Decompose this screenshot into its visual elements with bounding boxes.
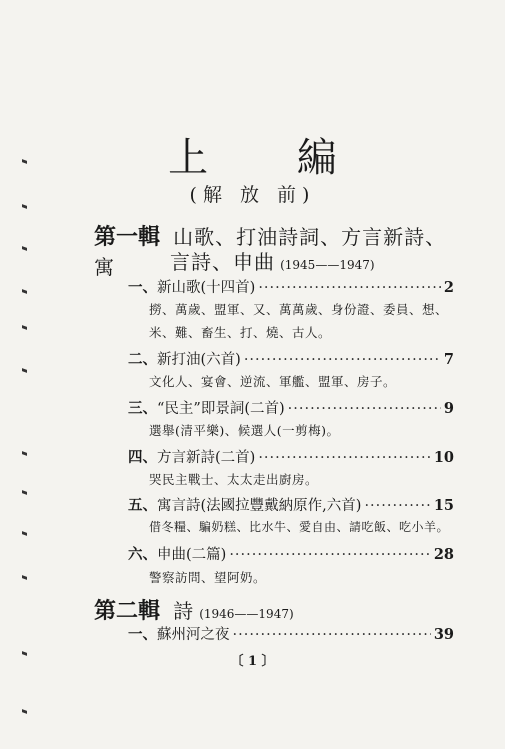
page-subtitle: (解 放 前) xyxy=(189,184,316,206)
entry-page: 28 xyxy=(433,546,454,563)
entry-title: 蘇州河之夜 xyxy=(157,627,230,643)
entry-page: 7 xyxy=(443,351,454,368)
toc-entry[interactable] xyxy=(128,276,454,297)
entry-number: 二、 xyxy=(128,351,157,368)
section-2-title: 詩 xyxy=(173,599,195,623)
entry-title: 方言新詩(二首) xyxy=(157,450,256,466)
section-2 xyxy=(94,594,464,625)
toc-entry[interactable] xyxy=(128,543,454,564)
margin-mark xyxy=(22,490,27,495)
entry-number: 一、 xyxy=(128,279,157,296)
entry-page: 9 xyxy=(443,400,454,417)
entry-number: 六、 xyxy=(128,546,157,563)
page-number: 〔 1 〕 xyxy=(230,654,275,669)
margin-mark xyxy=(22,575,27,580)
margin-mark xyxy=(22,368,27,373)
page-title: 上 編 xyxy=(168,135,375,181)
entry-items: 米、難、畜生、打、燒、古人。 xyxy=(149,325,332,340)
section-2-date: (1946——1947) xyxy=(199,607,294,621)
leader-dots xyxy=(258,450,430,466)
margin-mark xyxy=(22,531,27,536)
entry-title: 新打油(六首) xyxy=(157,352,241,368)
toc-entry[interactable] xyxy=(128,348,454,369)
margin-mark xyxy=(22,246,27,251)
leader-dots xyxy=(229,547,430,563)
entry-items: 文化人、宴會、逆流、軍艦、盟軍、房子。 xyxy=(149,374,397,389)
entry-number: 五、 xyxy=(128,497,157,514)
entry-page: 2 xyxy=(443,279,454,296)
margin-mark xyxy=(22,325,27,330)
entry-items: 借冬糧、騙奶糕、比水牛、愛自由、請吃飯、吃小羊。 xyxy=(149,520,450,534)
leader-dots xyxy=(364,498,430,514)
toc-entry[interactable] xyxy=(128,446,454,467)
section-1-head: 第一輯 xyxy=(94,225,161,250)
entry-items: 警察訪問、望阿奶。 xyxy=(149,570,267,585)
section-2-head: 第二輯 xyxy=(94,599,161,624)
entry-number: 三、 xyxy=(128,400,157,417)
toc-entry[interactable] xyxy=(128,494,454,515)
entry-items: 哭民主戰士、太太走出廚房。 xyxy=(149,472,319,487)
toc-entry[interactable] xyxy=(128,397,454,418)
entry-page: 10 xyxy=(433,449,454,466)
leader-dots xyxy=(258,280,441,296)
entry-title: 申曲(二篇) xyxy=(157,547,227,563)
section-1-title-line1: 山歌、打油詩詞、方言新詩、寓 xyxy=(94,225,447,279)
section-1-title-line2: 言詩、申曲 xyxy=(170,250,275,274)
entry-number: 四、 xyxy=(128,449,157,466)
entry-items: 選舉(清平樂)、候選人(一剪梅)。 xyxy=(149,423,340,438)
section-1-line2 xyxy=(170,246,375,275)
entry-title: 新山歌(十四首) xyxy=(157,280,256,296)
leader-dots xyxy=(288,401,441,417)
entry-title: 寓言詩(法國拉豐戴納原作,六首) xyxy=(157,498,362,514)
section-1-date: (1945——1947) xyxy=(280,258,375,272)
margin-mark xyxy=(22,289,27,294)
entry-number: 一、 xyxy=(128,626,157,643)
leader-dots xyxy=(233,627,431,643)
leader-dots xyxy=(244,352,441,368)
entry-page: 39 xyxy=(433,626,454,643)
entry-items: 撈、萬歲、盟軍、又、萬萬歲、身份證、委員、想、 xyxy=(149,302,449,317)
entry-title: “民主”即景詞(二首) xyxy=(157,401,285,417)
margin-mark xyxy=(22,709,27,714)
margin-mark xyxy=(22,451,27,456)
entry-page: 15 xyxy=(433,497,454,514)
toc-entry[interactable] xyxy=(128,623,454,644)
